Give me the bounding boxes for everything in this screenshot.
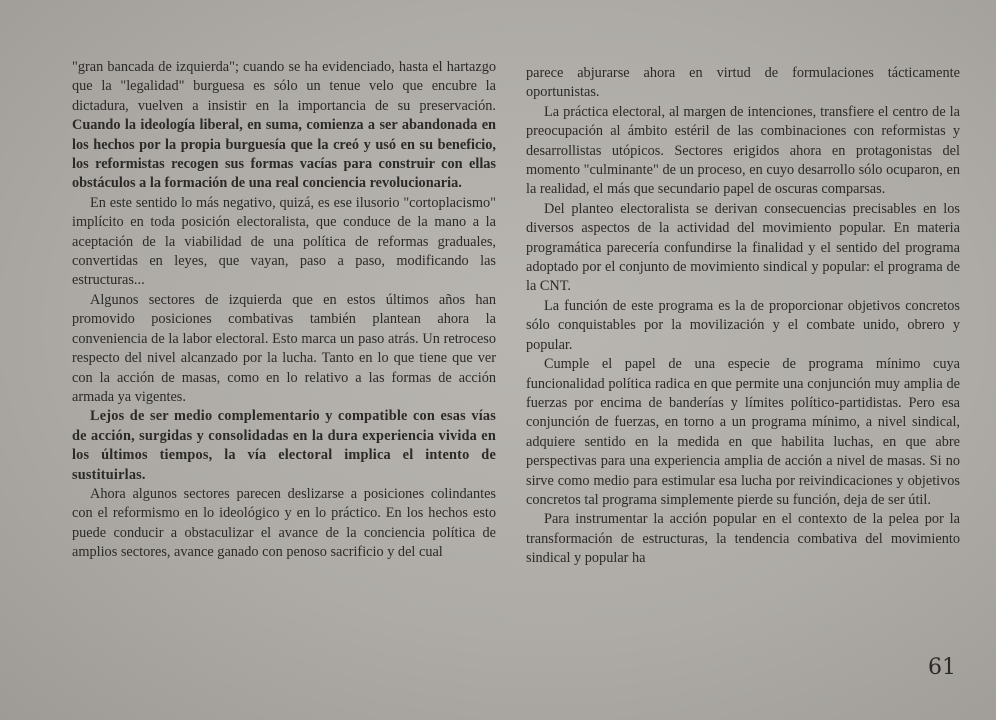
paragraph-bold: Lejos de ser medio complementario y compatible con esas vías de acción, surgidas y consolidadas en la dura experiencia vivida en los últimos tiempos, la vía electoral implica el intento de sustituirlas.: [72, 408, 496, 483]
paragraph: Para instrumentar la acción popular en el contexto de la pelea por la transformación de estructuras, la tendencia combativa del movimiento sindical y popular ha: [526, 511, 960, 567]
paragraph: parece abjurarse ahora en virtud de formulaciones tácticamente oportunistas.: [526, 65, 960, 101]
paragraph: Cumple el papel de una especie de programa mínimo cuya funcionalidad política radica en que permite una conjunción muy amplia de fuerzas por encima de banderías y límites político-partidistas. Pero esa conjunción de fuerzas, en torno a un programa mínimo, a nivel sindical, adquiere sentido en la medida en que habilita luchas, en que abre perspectivas para una experiencia amplia de acción a nivel de masas. Si no sirve como medio para estimular esa lucha por reivindicaciones y objetivos concretos tal programa simplemente pierde su función, deja de ser útil.: [526, 356, 960, 508]
paragraph-bold-text: Cuando la ideología liberal, en suma, comienza a ser abandonada en los hechos por la propia burguesía que la creó y usó en su beneficio, los reformistas recogen sus formas vacías para construir con ellas obstáculos a la formación de una real conciencia revolucionaria.: [72, 117, 496, 192]
paragraph: [72, 58, 496, 194]
left-column: [72, 58, 496, 563]
paragraph: La función de este programa es la de proporcionar objetivos concretos sólo conquistables por la movilización y el combate unido, obrero y popular.: [526, 297, 960, 353]
paragraph-text: "gran bancada de izquierda"; cuando se ha evidenciado, hasta el hartazgo que la "legalidad" burguesa es sólo un tenue velo que encubre la dictadura, vuelven a insistir en la importancia de su preservación.: [72, 59, 496, 114]
paragraph: Algunos sectores de izquierda que en estos últimos años han promovido posiciones combativas también plantean ahora la conveniencia de la labor electoral. Esto marca un paso atrás. Un retroceso respecto del nivel alcanzado por la lucha. Tanto en lo que tiene que ver con la acción de masas, como en lo relativo a las formas de acción armada ya vigentes.: [72, 291, 496, 405]
right-column: [526, 64, 960, 569]
paragraph: La práctica electoral, al margen de intenciones, transfiere el centro de la preocupación al ámbito estéril de las combinaciones con reformistas y desarrollistas utópicos. Sectores erigidos ahora en protagonistas del momento "culminante" de un proceso, en cuyo desarrollo sólo ocuparon, en la realidad, el más que secundario papel de oscuras comparsas.: [526, 103, 960, 198]
page-number: 61: [928, 655, 956, 680]
paragraph: Del planteo electoralista se derivan consecuencias precisables en los diversos aspectos de la actividad del movimiento popular. En materia programática parecería confundirse la finalidad y el sentido del programa adoptado por el conjunto de movimiento sindical y popular: el programa de la CNT.: [526, 200, 960, 295]
paragraph: Ahora algunos sectores parecen deslizarse a posiciones colindantes con el reformismo en lo ideológico y en lo práctico. En los hechos esto puede conducir a obstaculizar el avance de la conciencia política de amplios sectores, avance ganado con penoso sacrificio y del cual: [72, 485, 496, 561]
paragraph: En este sentido lo más negativo, quizá, es ese ilusorio "cortoplacismo" implícito en toda posición electoralista, que conduce de la mano a la aceptación de la viabilidad de una política de reformas graduales, convertidas en leyes, que vayan, paso a paso, modificando las estructuras...: [72, 194, 496, 289]
